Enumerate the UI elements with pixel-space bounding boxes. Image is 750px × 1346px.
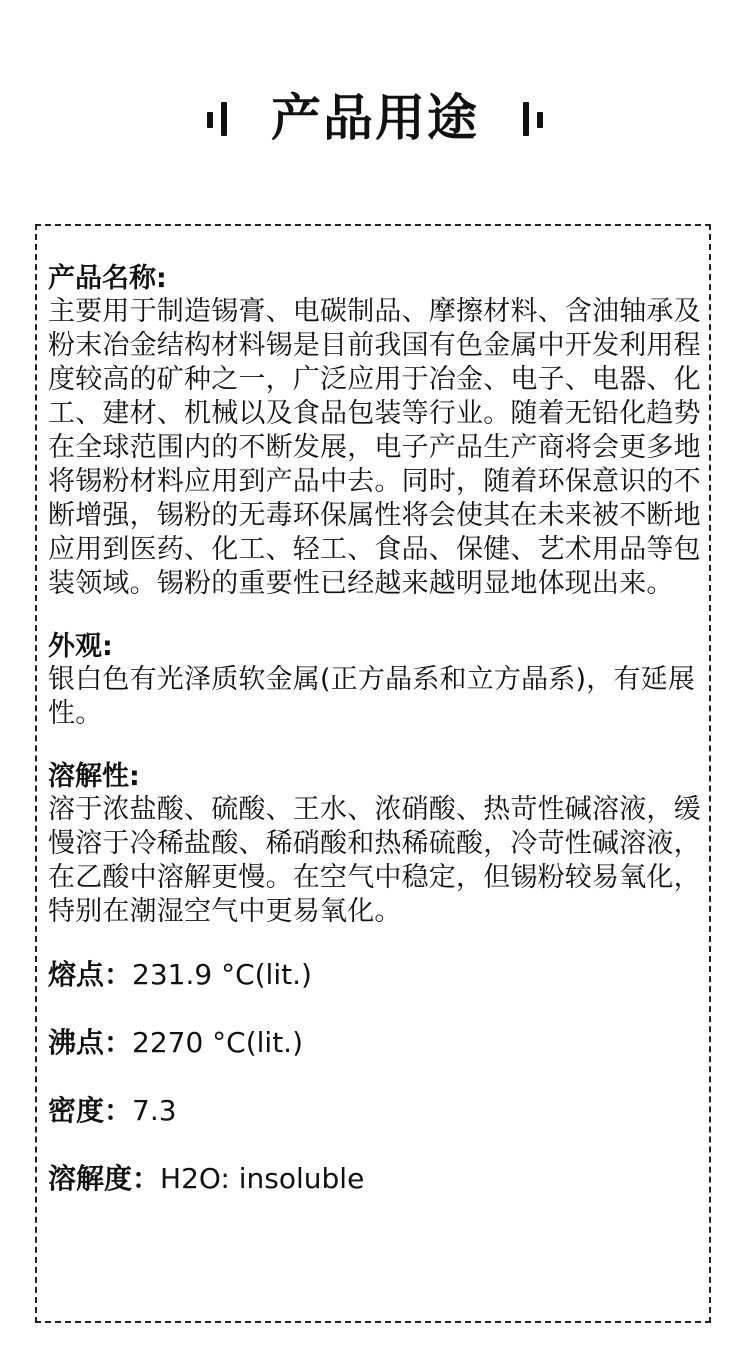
- decor-bar: [523, 102, 529, 136]
- boiling-point-label: 沸点：: [48, 1026, 133, 1059]
- product-name-section: [48, 262, 708, 601]
- melting-point-label: 熔点：: [48, 958, 133, 991]
- solubility-label: 溶解性:: [48, 761, 140, 792]
- appearance-section: [48, 630, 708, 731]
- header-right-decoration: [523, 98, 543, 138]
- decor-bar: [207, 112, 213, 128]
- appearance-label: 外观:: [48, 631, 113, 662]
- product-name-text: 主要用于制造锡膏、电碳制品、摩擦材料、含油轴承及粉末冶金结构材料锡是目前我国有色金属中开发利用程度较高的矿种之一，广泛应用于冶金、电子、电器、化工、建材、机械以及食品包装等行业。随着无铅化趋势在全球范围内的不断发展，电子产品生产商将会更多地将锡粉材料应用到产品中去。同时，随着环保意识的不断增强，锡粉的无毒环保属性将会使其在未来被不断地应用到医药、化工、轻工、食品、保健、艺术用品等包装领域。锡粉的重要性已经越来越明显地体现出来。: [48, 296, 701, 599]
- solubility-text: 溶于浓盐酸、硫酸、王水、浓硝酸、热苛性碱溶液，缓慢溶于冷稀盐酸、稀硝酸和热稀硫酸，冷苛性碱溶液，在乙酸中溶解更慢。在空气中稳定，但锡粉较易氧化，特别在潮湿空气中更易氧化。: [48, 794, 701, 927]
- boiling-point-value: 2270 °C(lit.): [132, 1026, 304, 1059]
- water-solubility-value: H2O: insoluble: [160, 1162, 365, 1195]
- water-solubility-label: 溶解度：: [48, 1162, 161, 1195]
- water-solubility-row: [48, 1162, 708, 1196]
- melting-point-row: [48, 958, 708, 992]
- density-value: 7.3: [132, 1094, 177, 1127]
- decor-bar: [537, 112, 543, 128]
- info-box: [35, 224, 711, 1323]
- melting-point-value: 231.9 °C(lit.): [132, 958, 312, 991]
- boiling-point-row: [48, 1026, 708, 1060]
- header-left-decoration: [207, 98, 227, 138]
- info-content: [48, 262, 708, 1230]
- appearance-text: 银白色有光泽质软金属(正方晶系和立方晶系)，有延展性。: [48, 664, 696, 729]
- solubility-section: [48, 760, 708, 929]
- decor-bar: [221, 102, 227, 136]
- page-header: [0, 78, 750, 158]
- density-row: [48, 1094, 708, 1128]
- page-title: 产品用途: [271, 89, 479, 147]
- product-name-label: 产品名称:: [48, 263, 167, 294]
- density-label: 密度：: [48, 1094, 133, 1127]
